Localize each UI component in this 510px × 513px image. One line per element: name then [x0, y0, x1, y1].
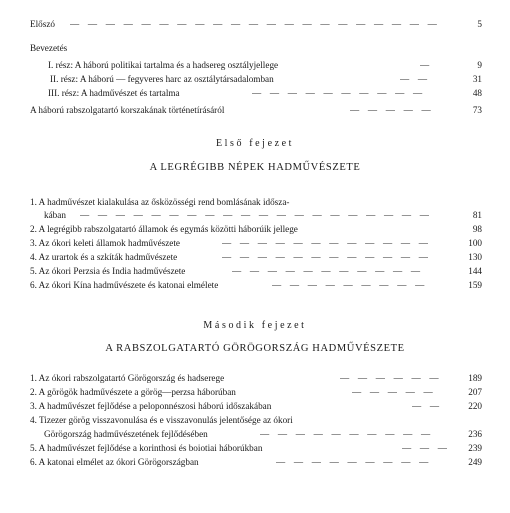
toc-entry-intro-2 [50, 73, 274, 85]
chapter-title: A LEGRÉGIBB NÉPEK HADMŰVÉSZETE [149, 162, 361, 173]
toc-entry-label: 2. A legrégibb rabszolgatartó államok és egymás közötti háborúik jellege [30, 224, 298, 234]
toc-entry-page: 144 [468, 266, 482, 276]
toc-entry-page: 31 [472, 74, 482, 84]
toc-entry-ch1-1 [30, 196, 289, 208]
toc-entry-label: Előszó [30, 19, 56, 29]
toc-entry-ch2-1 [30, 372, 224, 384]
toc-entry-label: 6. Az ókori Kína hadművészete és katonai elmélete [30, 280, 219, 290]
toc-entry-label: 1. A hadművészet kialakulása az ősközösségi rend bomlásának idősza- [30, 197, 290, 207]
leader-dashes: — — — — — [350, 105, 434, 115]
toc-entry-ch1-4 [30, 251, 177, 263]
toc-entry-historiography [30, 104, 224, 116]
toc-entry-label: 3. A hadművészet fejlődése a peloponnészosi háború időszakában [30, 401, 272, 411]
toc-entry-page: 189 [468, 373, 482, 383]
toc-entry-intro-1 [48, 59, 278, 71]
toc-entry-ch1-6 [30, 279, 218, 291]
leader-dashes: — — — — — — [340, 373, 442, 383]
leader-dashes: — — [400, 74, 431, 84]
toc-entry-ch1-2 [30, 223, 298, 235]
toc-entry-page: 5 [477, 19, 482, 29]
toc-entry-page: 9 [477, 60, 482, 70]
toc-entry-label: III. rész: A hadművészet és tartalma [48, 88, 180, 98]
toc-entry-page: 98 [472, 224, 482, 234]
toc-entry-page: 159 [468, 280, 482, 290]
toc-section-bevezetes [30, 42, 67, 54]
leader-dashes: — — — — — — — — — — [260, 429, 434, 439]
toc-entry-label: 3. Az ókori keleti államok hadművészete [30, 238, 181, 248]
toc-entry-ch2-3 [30, 400, 271, 412]
leader-dashes: — — — — — — — — — [272, 280, 428, 290]
toc-entry-label: A háború rabszolgatartó korszakának történetírásáról [30, 105, 225, 115]
toc-entry-page: 249 [468, 457, 482, 467]
toc-entry-page: 220 [468, 401, 482, 411]
toc-entry-label: 2. A görögök hadművészete a görög—perzsa háborúban [30, 387, 236, 397]
toc-entry-ch2-4 [30, 414, 293, 426]
toc-entry-label: 6. A katonai elmélet az ókori Görögországban [30, 457, 199, 467]
leader-dashes: — — — — — — — — — — — [232, 266, 424, 276]
leader-dashes: — — — — — — — — — — — — [222, 252, 432, 262]
leader-dashes: — — — — — — — — — — — — — — — — — — — — [80, 210, 433, 220]
toc-entry-page: 100 [468, 238, 482, 248]
toc-entry-page: 73 [472, 105, 482, 115]
toc-entry-intro-3 [48, 87, 180, 99]
toc-entry-ch1-3 [30, 237, 180, 249]
leader-dashes: — — — — — — — — — — — — [222, 238, 432, 248]
leader-dashes: — — — — — — — — — — [252, 88, 426, 98]
toc-entry-label: 4. Az urartok és a szkíták hadművészete [30, 252, 178, 262]
leader-dashes: — [420, 60, 433, 70]
toc-entry-ch1-5 [30, 265, 185, 277]
leader-dashes: — — — — — — — — — — — — — — — — — — — — — [70, 19, 441, 29]
leader-dashes: — — — — — — — — — [276, 457, 432, 467]
toc-entry-label: 5. A hadművészet fejlődése a korinthosi és boiotiai háborúkban [30, 443, 263, 453]
leader-dashes: — — — — — [352, 387, 436, 397]
section-label: Bevezetés [30, 43, 68, 53]
toc-entry-label: 5. Az ókori Perzsia és India hadművészete [30, 266, 186, 276]
toc-entry-page: 236 [468, 429, 482, 439]
chapter-title: A RABSZOLGATARTÓ GÖRÖGORSZÁG HADMŰVÉSZETE [105, 343, 405, 354]
leader-dashes: — — [412, 401, 443, 411]
toc-entry-ch1-1-cont [44, 209, 66, 221]
chapter-heading: Második fejezet [203, 320, 307, 331]
toc-entry-page: 130 [468, 252, 482, 262]
toc-entry-ch2-2 [30, 386, 236, 398]
toc-entry-label: 1. Az ókori rabszolgatartó Görögország és hadserege [30, 373, 225, 383]
toc-entry-eloszo [30, 18, 55, 30]
leader-dashes: — — — [402, 443, 450, 453]
toc-entry-label-cont: Görögország hadművészetének fejlődésében [44, 429, 208, 439]
toc-entry-ch2-5 [30, 442, 262, 454]
toc-entry-ch2-6 [30, 456, 199, 468]
toc-entry-ch2-4-cont [44, 428, 208, 440]
toc-entry-page: 81 [472, 210, 482, 220]
toc-entry-page: 239 [468, 443, 482, 453]
toc-entry-label: I. rész: A háború politikai tartalma és a hadsereg osztályjellege [48, 60, 279, 70]
toc-entry-label-cont: kában [44, 210, 66, 220]
toc-entry-label: II. rész: A háború — fegyveres harc az osztálytársadalomban [50, 74, 274, 84]
toc-entry-label: 4. Tizezer görög visszavonulása és e visszavonulás jelentősége az ókori [30, 415, 293, 425]
toc-entry-page: 207 [468, 387, 482, 397]
chapter-heading: Első fejezet [215, 138, 295, 149]
toc-entry-page: 48 [472, 88, 482, 98]
